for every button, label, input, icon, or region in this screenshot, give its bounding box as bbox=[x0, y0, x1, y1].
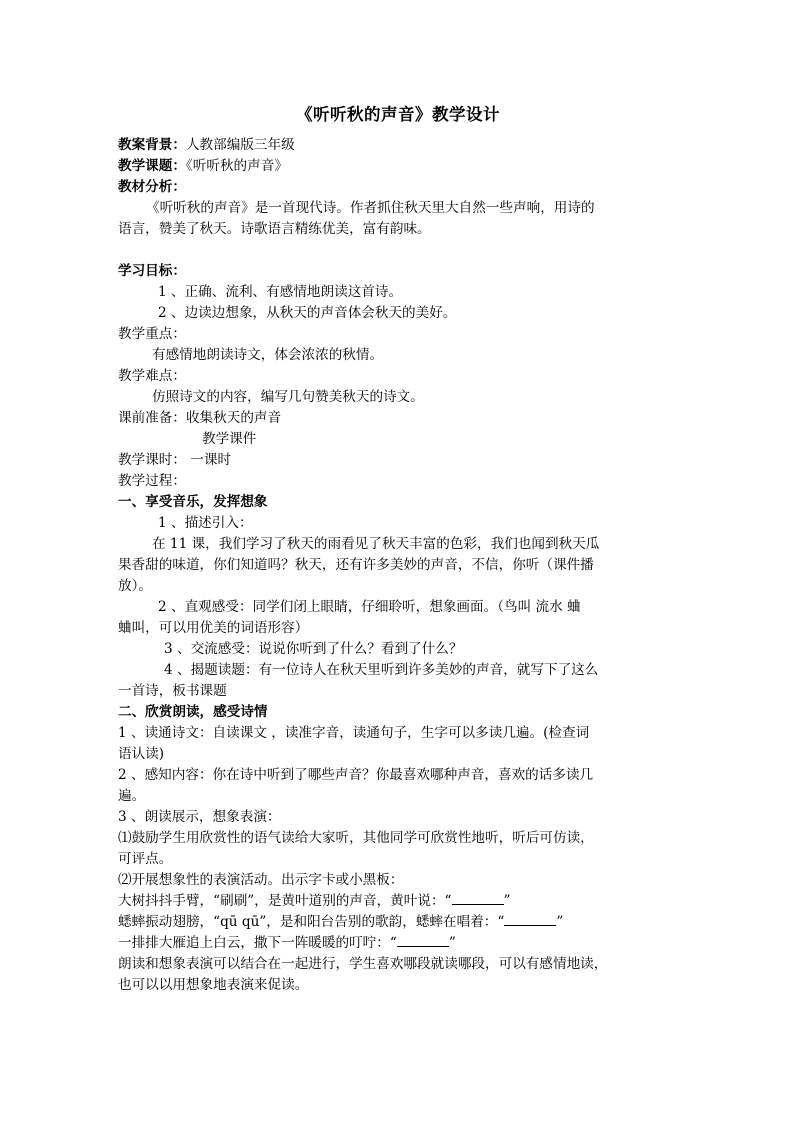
step-text: 也可以以用想象地表演来促读。 bbox=[118, 977, 309, 993]
key-point-label: 教学重点： bbox=[118, 326, 186, 342]
document-title: 《听听秋的声音》教学设计 bbox=[296, 105, 500, 124]
goal-item: 2 、边读边想象，从秋天的声音体会秋天的美好。 bbox=[158, 305, 457, 321]
step-text: 2 、感知内容：你在诗中听到了哪些声音？你最喜欢哪种声音，喜欢的话多读几 bbox=[118, 767, 594, 783]
step-text: 蛐叫，可以用优美的词语形容） bbox=[118, 620, 309, 636]
fill-in-suffix: ” bbox=[448, 935, 456, 951]
fill-in-prefix: 蟋蟀振动翅膀，“qū qū”，是和阳台告别的歌韵，蟋蟀在唱着：“ bbox=[118, 914, 505, 930]
background-label: 教案背景： bbox=[118, 137, 186, 153]
step-text: 朗读和想象表演可以结合在一起进行，学生喜欢哪段就读哪段，可以有感情地读， bbox=[118, 956, 608, 972]
topic-value: 《听听秋的声音》 bbox=[185, 158, 288, 174]
difficulty-text: 仿照诗文的内容，编写几句赞美秋天的诗文。 bbox=[152, 389, 424, 405]
step-text: 语认读) bbox=[118, 746, 165, 762]
step-text: 遍。 bbox=[118, 788, 146, 804]
blank-underline bbox=[452, 892, 504, 905]
fill-in-suffix: ” bbox=[556, 914, 564, 930]
blank-underline bbox=[504, 913, 556, 926]
step-text: ⑴鼓励学生用欣赏性的语气读给大家听，其他同学可欣赏性地听，听后可仿读， bbox=[118, 830, 594, 846]
fill-in-prefix: 一排排大雁追上白云，撒下一阵暖暖的叮咛：“ bbox=[118, 935, 397, 951]
fill-in-line bbox=[118, 933, 678, 954]
step-text: 1 、读通诗文：自读课文 ，读准字音，读通句子，生字可以多读几遍。(检查词 bbox=[118, 725, 590, 741]
topic-row bbox=[118, 156, 678, 177]
process-label: 教学过程： bbox=[118, 473, 186, 489]
class-hours: 教学课时： 一课时 bbox=[118, 452, 232, 468]
prep-line: 课前准备：收集秋天的声音 bbox=[118, 410, 282, 426]
analysis-text-line: 《听听秋的声音》是一首现代诗。作者抓住秋天里大自然一些声响，用诗的 bbox=[146, 200, 595, 216]
step-text: 在 11 课，我们学习了秋天的雨看见了秋天丰富的色彩，我们也闻到秋天瓜 bbox=[152, 536, 600, 552]
fill-in-line bbox=[118, 912, 678, 933]
spacer bbox=[118, 240, 678, 261]
goals-label: 学习目标： bbox=[118, 263, 186, 279]
background-value: 人教部编版三年级 bbox=[185, 137, 295, 153]
difficulty-label: 教学难点： bbox=[118, 368, 186, 384]
step-text: 3 、朗读展示，想象表演： bbox=[118, 809, 281, 825]
section-heading: 二、欣赏朗读，感受诗情 bbox=[118, 704, 268, 720]
step-text: 放）。 bbox=[118, 578, 152, 594]
analysis-label: 教材分析： bbox=[118, 179, 186, 195]
analysis-text-line: 语言，赞美了秋天。诗歌语言精练优美，富有韵味。 bbox=[118, 221, 431, 237]
topic-label: 教学课题： bbox=[118, 158, 186, 174]
blank-underline bbox=[397, 934, 449, 947]
fill-in-suffix: ” bbox=[503, 893, 511, 909]
fill-in-prefix: 大树抖抖手臂，“刷刷”，是黄叶道别的声音，黄叶说：“ bbox=[118, 893, 452, 909]
step-text: 3 、交流感受：说说你听到了什么？看到了什么？ bbox=[164, 641, 463, 657]
step-title: 1 、描述引入： bbox=[158, 515, 253, 531]
fill-in-line bbox=[118, 891, 678, 912]
step-text: 2 、直观感受：同学们闭上眼睛，仔细聆听，想象画面。（鸟叫 流水 蛐 bbox=[158, 599, 581, 615]
step-text: 4 、揭题读题：有一位诗人在秋天里听到许多美妙的声音，就写下了这么 bbox=[164, 662, 599, 678]
step-text: 可评点。 bbox=[118, 851, 173, 867]
section-heading: 一、享受音乐，发挥想象 bbox=[118, 494, 268, 510]
goal-item: 1 、正确、流利、有感情地朗读这首诗。 bbox=[158, 284, 403, 300]
step-text: 果香甜的味道，你们知道吗？秋天，还有许多美妙的声音，不信，你听（课件播 bbox=[118, 557, 594, 573]
prep-line: 教学课件 bbox=[202, 431, 257, 447]
key-point-text: 有感情地朗读诗文，体会浓浓的秋情。 bbox=[152, 347, 384, 363]
lesson-plan-document bbox=[118, 104, 678, 996]
step-text: ⑵开展想象性的表演活动。出示字卡或小黑板： bbox=[118, 872, 404, 888]
background-row bbox=[118, 135, 678, 156]
step-text: 一首诗，板书课题 bbox=[118, 683, 227, 699]
